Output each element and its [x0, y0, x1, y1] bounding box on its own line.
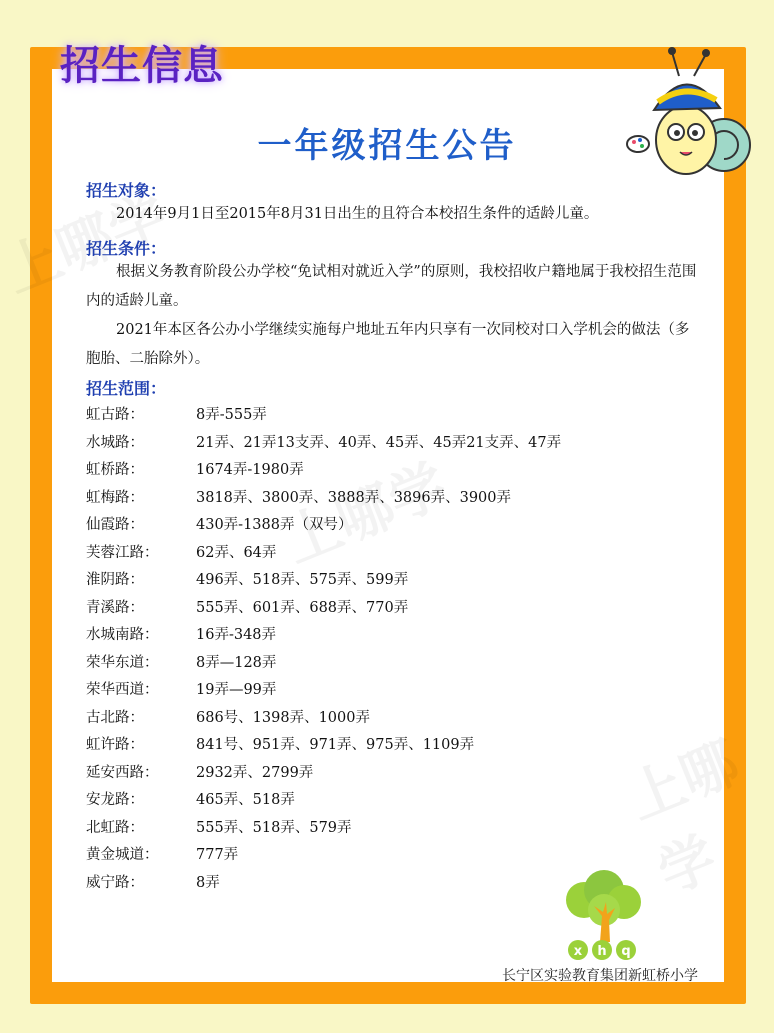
road-name: 虹许路： [86, 737, 144, 754]
list-item [86, 813, 706, 841]
list-item [86, 758, 706, 786]
list-item [86, 785, 706, 813]
lane-numbers: 430弄-1388弄（双号） [196, 517, 353, 534]
lane-numbers: 8弄 [196, 874, 220, 891]
lane-numbers: 1674弄-1980弄 [196, 462, 304, 479]
lane-numbers: 777弄 [196, 847, 239, 864]
lane-numbers: 8弄—128弄 [196, 654, 277, 671]
road-name: 虹桥路： [86, 462, 144, 479]
list-item [86, 593, 706, 621]
road-name: 荣华西道： [86, 682, 159, 699]
section-heading-target: 招生对象： [86, 181, 167, 200]
target-text: 2014年9月1日至2015年8月31日出生的且符合本校招生条件的适龄儿童。 [116, 206, 599, 222]
list-item [86, 510, 706, 538]
conditions-paragraph-2: 2021年本区各公办小学继续实施每户地址五年内只享有一次同校对口入学机会的做法（多胞胎、二胎除外）。 [86, 322, 690, 367]
road-name: 黄金城道： [86, 847, 159, 864]
road-name: 延安西路： [86, 764, 159, 781]
conditions-paragraph-1: 根据义务教育阶段公办学校“免试相对就近入学”的原则，我校招收户籍地属于我校招生范围内的适龄儿童。 [86, 264, 697, 309]
school-name-footer: 长宁区实验教育集团新虹桥小学 [502, 968, 698, 984]
logo-letter: q [621, 944, 631, 959]
road-name: 水城南路： [86, 627, 159, 644]
logo-letter: x [573, 944, 583, 959]
section-heading-range: 招生范围： [86, 379, 167, 398]
road-name: 青溪路： [86, 599, 144, 616]
road-name: 古北路： [86, 709, 144, 726]
lane-numbers: 62弄、64弄 [196, 544, 277, 561]
list-item [86, 703, 706, 731]
notice-title: 一年级招生公告 [257, 126, 517, 166]
lane-numbers: 2932弄、2799弄 [196, 764, 314, 781]
list-item [86, 428, 706, 456]
road-name: 北虹路： [86, 819, 144, 836]
list-item [86, 648, 706, 676]
road-name: 虹古路： [86, 407, 144, 424]
section-heading-conditions: 招生条件： [86, 239, 167, 258]
logo-letter: h [597, 944, 607, 959]
road-name: 仙霞路： [86, 517, 144, 534]
road-name: 淮阴路： [86, 572, 144, 589]
road-name: 芙蓉江路： [86, 544, 159, 561]
lane-numbers: 19弄—99弄 [196, 682, 277, 699]
lane-numbers: 555弄、518弄、579弄 [196, 819, 352, 836]
range-list [86, 400, 706, 895]
list-item [86, 455, 706, 483]
list-item [86, 565, 706, 593]
lane-numbers: 3818弄、3800弄、3888弄、3896弄、3900弄 [196, 489, 512, 506]
list-item [86, 483, 706, 511]
lane-numbers: 16弄-348弄 [196, 627, 277, 644]
lane-numbers: 841号、951弄、971弄、975弄、1109弄 [196, 737, 475, 754]
lane-numbers: 496弄、518弄、575弄、599弄 [196, 572, 409, 589]
lane-numbers: 555弄、601弄、688弄、770弄 [196, 599, 409, 616]
lane-numbers: 465弄、518弄 [196, 792, 295, 809]
school-logo-tree-icon [560, 870, 646, 962]
road-name: 虹梅路： [86, 489, 144, 506]
road-name: 荣华东道： [86, 654, 159, 671]
list-item [86, 675, 706, 703]
lane-numbers: 686号、1398弄、1000弄 [196, 709, 370, 726]
list-item [86, 730, 706, 758]
list-item [86, 400, 706, 428]
road-name: 威宁路： [86, 874, 144, 891]
list-item [86, 538, 706, 566]
list-item [86, 840, 706, 868]
lane-numbers: 21弄、21弄13支弄、40弄、45弄、45弄21支弄、47弄 [196, 434, 562, 451]
header-tag: 招生信息 [60, 43, 224, 89]
road-name: 水城路： [86, 434, 144, 451]
lane-numbers: 8弄-555弄 [196, 407, 267, 424]
road-name: 安龙路： [86, 792, 144, 809]
list-item [86, 620, 706, 648]
